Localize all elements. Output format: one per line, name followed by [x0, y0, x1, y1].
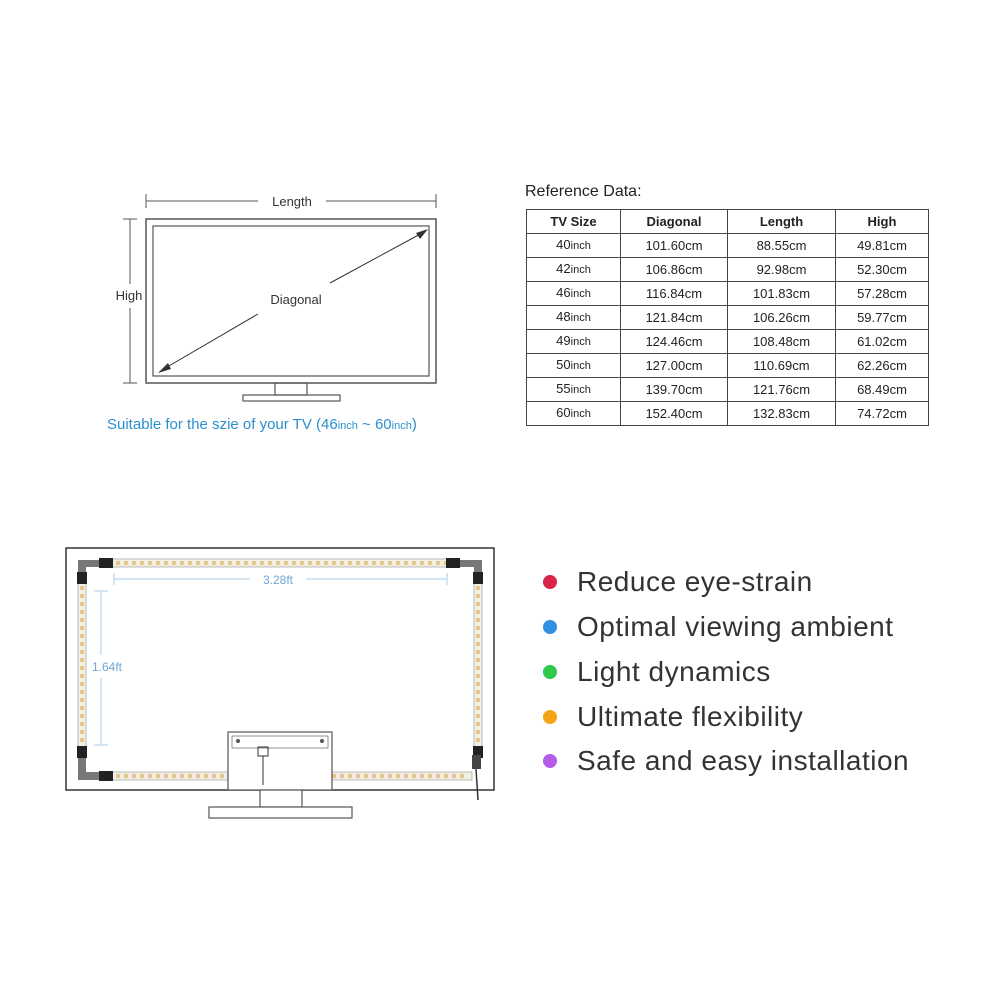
- cell-tv-size: 42inch: [527, 258, 621, 282]
- led-chip: [364, 774, 368, 778]
- led-chip: [404, 561, 408, 565]
- led-chip: [476, 642, 480, 646]
- cell-length: 106.26cm: [728, 306, 836, 330]
- led-chip: [228, 561, 232, 565]
- table-row: [527, 306, 929, 330]
- led-chip: [476, 626, 480, 630]
- led-chip: [80, 722, 84, 726]
- led-chip: [404, 774, 408, 778]
- led-chip: [80, 730, 84, 734]
- cell-tv-size: 48inch: [527, 306, 621, 330]
- led-chip: [476, 722, 480, 726]
- led-chip: [80, 626, 84, 630]
- led-chip: [80, 690, 84, 694]
- led-chip: [132, 774, 136, 778]
- led-chip: [348, 561, 352, 565]
- cell-diagonal: 152.40cm: [621, 402, 728, 426]
- suitable-text: Suitable for the szie of your TV (46: [107, 416, 338, 433]
- wall-mount-plate: [228, 732, 332, 790]
- led-chip: [332, 774, 336, 778]
- led-chip: [412, 774, 416, 778]
- led-chip: [332, 561, 336, 565]
- led-chip: [80, 706, 84, 710]
- led-chip: [420, 561, 424, 565]
- cell-tv-size: 60inch: [527, 402, 621, 426]
- led-chip: [80, 682, 84, 686]
- led-chip: [80, 634, 84, 638]
- led-chip: [80, 698, 84, 702]
- bullet-dot-icon: [543, 710, 557, 724]
- led-chip: [356, 561, 360, 565]
- cell-diagonal: 139.70cm: [621, 378, 728, 402]
- led-chip: [428, 774, 432, 778]
- high-label: High: [115, 288, 143, 303]
- led-chip: [444, 774, 448, 778]
- diagonal-label: Diagonal: [270, 292, 322, 307]
- features-list: [543, 560, 909, 784]
- suitable-size-note: [107, 416, 417, 433]
- led-chip: [180, 774, 184, 778]
- cell-diagonal: 106.86cm: [621, 258, 728, 282]
- table-row: [527, 354, 929, 378]
- bullet-dot-icon: [543, 620, 557, 634]
- led-chip: [116, 561, 120, 565]
- feature-item: [543, 650, 909, 695]
- cell-length: 108.48cm: [728, 330, 836, 354]
- cell-high: 61.02cm: [836, 330, 929, 354]
- led-chip: [140, 561, 144, 565]
- led-chip: [156, 561, 160, 565]
- feature-item: [543, 560, 909, 605]
- led-controller: [472, 755, 481, 769]
- led-chip: [260, 561, 264, 565]
- bullet-dot-icon: [543, 575, 557, 589]
- suitable-end: ): [411, 416, 417, 433]
- cell-diagonal: 121.84cm: [621, 306, 728, 330]
- led-chip: [396, 561, 400, 565]
- cell-high: 62.26cm: [836, 354, 929, 378]
- bullet-dot-icon: [543, 665, 557, 679]
- cell-high: 52.30cm: [836, 258, 929, 282]
- led-chip: [220, 774, 224, 778]
- cell-length: 101.83cm: [728, 282, 836, 306]
- table-row: [527, 402, 929, 426]
- length-label: Length: [272, 194, 312, 209]
- led-chip: [268, 561, 272, 565]
- led-chip: [476, 610, 480, 614]
- bullet-dot-icon: [543, 754, 557, 768]
- stand-neck: [260, 790, 302, 807]
- led-chip: [80, 666, 84, 670]
- table-row: [527, 330, 929, 354]
- reference-table: [526, 209, 929, 426]
- led-chip: [80, 610, 84, 614]
- suitable-sep: ~ 60: [357, 416, 392, 433]
- led-chip: [436, 561, 440, 565]
- led-chip: [164, 561, 168, 565]
- led-chip: [476, 666, 480, 670]
- led-chip: [164, 774, 168, 778]
- led-chip: [476, 634, 480, 638]
- cell-high: 57.28cm: [836, 282, 929, 306]
- feature-label: Optimal viewing ambient: [577, 611, 894, 643]
- led-chip: [80, 674, 84, 678]
- table-row: [527, 234, 929, 258]
- feature-item: [543, 739, 909, 784]
- cell-high: 68.49cm: [836, 378, 929, 402]
- led-chip: [476, 690, 480, 694]
- led-chip: [244, 561, 248, 565]
- led-chip: [476, 730, 480, 734]
- led-chip: [148, 774, 152, 778]
- led-chip: [80, 618, 84, 622]
- led-chip: [172, 774, 176, 778]
- header-high: High: [836, 210, 929, 234]
- led-chip: [80, 714, 84, 718]
- led-chip: [276, 561, 280, 565]
- led-chip: [284, 561, 288, 565]
- led-chip: [196, 561, 200, 565]
- led-chip: [204, 774, 208, 778]
- led-chip: [452, 774, 456, 778]
- table-row: [527, 282, 929, 306]
- led-chip: [460, 774, 464, 778]
- table-header-row: [527, 210, 929, 234]
- cell-tv-size: 49inch: [527, 330, 621, 354]
- tv-stand-base: [243, 395, 340, 401]
- diagonal-arrowhead-start: [158, 363, 171, 373]
- cell-diagonal: 124.46cm: [621, 330, 728, 354]
- led-chip: [476, 594, 480, 598]
- led-chip: [380, 561, 384, 565]
- led-chip: [324, 561, 328, 565]
- cell-length: 110.69cm: [728, 354, 836, 378]
- led-chip: [476, 602, 480, 606]
- led-chip: [132, 561, 136, 565]
- led-chip: [188, 774, 192, 778]
- led-chip: [236, 561, 240, 565]
- led-chip: [476, 618, 480, 622]
- cell-high: 59.77cm: [836, 306, 929, 330]
- header-diagonal: Diagonal: [621, 210, 728, 234]
- led-chip: [388, 561, 392, 565]
- led-chip: [292, 561, 296, 565]
- feature-label: Ultimate flexibility: [577, 700, 804, 732]
- led-chip: [340, 774, 344, 778]
- cell-diagonal: 101.60cm: [621, 234, 728, 258]
- stand-base: [209, 807, 352, 818]
- led-chip: [340, 561, 344, 565]
- led-chip: [380, 774, 384, 778]
- cell-tv-size: 46inch: [527, 282, 621, 306]
- led-chip: [156, 774, 160, 778]
- led-chip: [124, 561, 128, 565]
- suitable-unit-2: inch: [391, 420, 412, 432]
- led-chip: [148, 561, 152, 565]
- led-chip: [476, 698, 480, 702]
- led-chip: [80, 650, 84, 654]
- led-chip: [212, 561, 216, 565]
- led-chip: [436, 774, 440, 778]
- led-chip: [476, 738, 480, 742]
- led-chip: [204, 561, 208, 565]
- cell-length: 121.76cm: [728, 378, 836, 402]
- led-chip: [420, 774, 424, 778]
- led-chip: [80, 642, 84, 646]
- led-chip: [124, 774, 128, 778]
- led-chip: [372, 774, 376, 778]
- cell-length: 92.98cm: [728, 258, 836, 282]
- tv-stand-neck: [275, 383, 307, 395]
- cell-diagonal: 127.00cm: [621, 354, 728, 378]
- led-chip: [80, 602, 84, 606]
- reference-title: Reference Data:: [525, 183, 642, 200]
- led-chip: [252, 561, 256, 565]
- led-chip: [396, 774, 400, 778]
- led-chip: [364, 561, 368, 565]
- cell-high: 49.81cm: [836, 234, 929, 258]
- cell-high: 74.72cm: [836, 402, 929, 426]
- feature-item: [543, 694, 909, 739]
- led-chip: [476, 650, 480, 654]
- led-chip: [196, 774, 200, 778]
- diagonal-arrowhead-end: [416, 229, 428, 239]
- led-chip: [476, 658, 480, 662]
- led-chip: [188, 561, 192, 565]
- width-label: 3.28ft: [262, 573, 294, 587]
- led-chip: [80, 594, 84, 598]
- cell-diagonal: 116.84cm: [621, 282, 728, 306]
- led-chip: [180, 561, 184, 565]
- feature-label: Safe and easy installation: [577, 745, 910, 777]
- led-chip: [300, 561, 304, 565]
- tv-dimension-diagram: [0, 0, 500, 440]
- led-chip: [476, 674, 480, 678]
- led-chip: [80, 658, 84, 662]
- led-strip-diagram: [0, 530, 520, 830]
- suitable-unit-1: inch: [337, 420, 358, 432]
- height-label: 1.64ft: [91, 660, 123, 674]
- led-chip: [212, 774, 216, 778]
- led-chip: [476, 714, 480, 718]
- led-chip: [220, 561, 224, 565]
- feature-label: Reduce eye-strain: [577, 566, 813, 598]
- header-length: Length: [728, 210, 836, 234]
- header-tv-size: TV Size: [527, 210, 621, 234]
- led-chip: [388, 774, 392, 778]
- cell-tv-size: 40inch: [527, 234, 621, 258]
- table-row: [527, 258, 929, 282]
- led-chip: [308, 561, 312, 565]
- cell-length: 132.83cm: [728, 402, 836, 426]
- led-chip: [80, 586, 84, 590]
- led-chip: [476, 682, 480, 686]
- led-chip: [476, 586, 480, 590]
- led-chip: [80, 738, 84, 742]
- led-chip: [348, 774, 352, 778]
- led-chip: [356, 774, 360, 778]
- table-row: [527, 378, 929, 402]
- led-chip: [428, 561, 432, 565]
- feature-item: [543, 605, 909, 650]
- led-chip: [412, 561, 416, 565]
- led-chip: [116, 774, 120, 778]
- led-chip: [476, 706, 480, 710]
- led-chip: [140, 774, 144, 778]
- feature-label: Light dynamics: [577, 655, 771, 687]
- cell-length: 88.55cm: [728, 234, 836, 258]
- led-chip: [316, 561, 320, 565]
- led-strip-top: [112, 559, 452, 567]
- cell-tv-size: 50inch: [527, 354, 621, 378]
- led-chip: [372, 561, 376, 565]
- cell-tv-size: 55inch: [527, 378, 621, 402]
- led-chip: [172, 561, 176, 565]
